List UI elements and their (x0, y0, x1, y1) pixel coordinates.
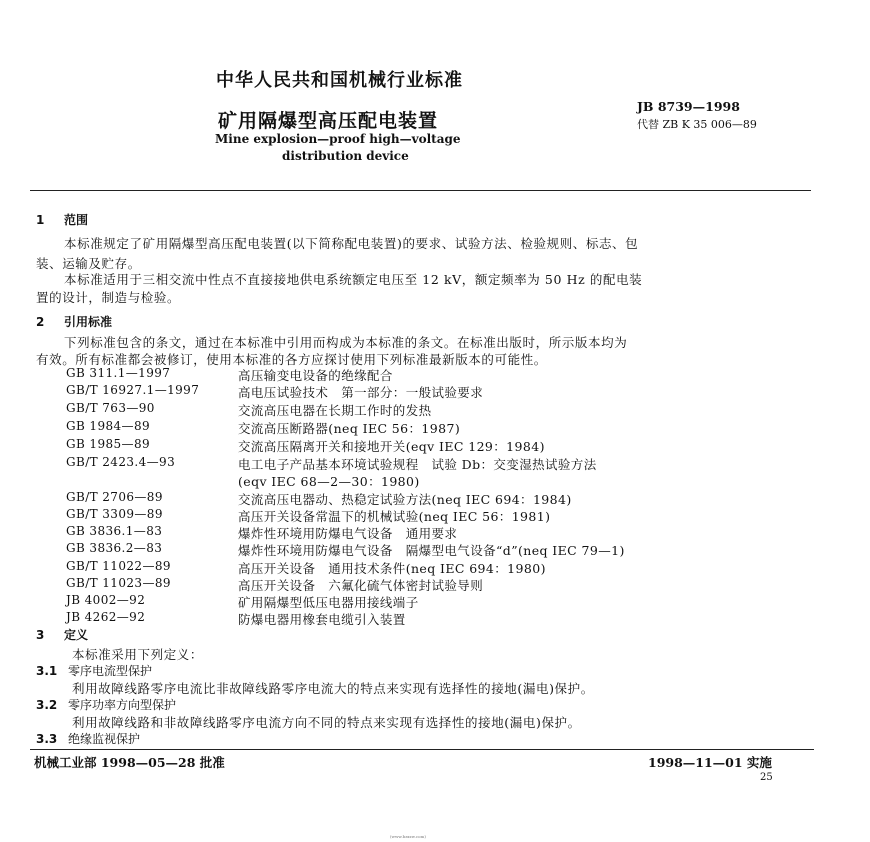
references-intro-line-2: 有效。所有标准都会被修订，使用本标准的各方应探讨使用下列标准最新版本的可能性。 (36, 352, 547, 367)
definition-3-2-heading (36, 696, 176, 713)
section-number: 3 (36, 628, 45, 642)
watermark: (www.bzxzw.com) (390, 834, 426, 839)
approval-date: 机械工业部 1998—05—28 批准 (34, 755, 225, 770)
definition-term: 零序电流型保护 (68, 664, 153, 678)
reference-code: GB/T 2706—89 (66, 490, 163, 504)
reference-title: 爆炸性环境用防爆电气设备 隔爆型电气设备“d”(neq IEC 79—1) (238, 543, 625, 558)
document-title-cn: 矿用隔爆型高压配电装置 (218, 110, 439, 132)
references-intro-line-1: 下列标准包含的条文，通过在本标准中引用而构成为本标准的条文。在标准出版时，所示版本均为 (64, 335, 628, 350)
reference-title: 高电压试验技术 第一部分：一般试验要求 (238, 385, 484, 400)
section-title: 定义 (64, 628, 89, 642)
section-2-heading (36, 313, 112, 330)
section-number: 1 (36, 213, 45, 227)
reference-code: GB 1984—89 (66, 419, 151, 433)
issuing-organization: 中华人民共和国机械行业标准 (216, 70, 463, 91)
reference-code: GB 3836.2—83 (66, 541, 163, 555)
scope-paragraph-1-line-2: 装、运输及贮存。 (36, 256, 141, 271)
reference-title: 高压开关设备 六氟化硫气体密封试验导则 (238, 578, 484, 593)
reference-title: 电工电子产品基本环境试验规程 试验 Db：交变湿热试验方法 (238, 457, 597, 472)
definition-number: 3.3 (36, 732, 58, 746)
definition-number: 3.2 (36, 698, 58, 712)
reference-code: JB 4262—92 (66, 610, 146, 624)
section-title: 引用标准 (64, 315, 113, 329)
reference-title: 交流高压隔离开关和接地开关(eqv IEC 129：1984) (238, 439, 545, 454)
section-3-heading (36, 626, 88, 643)
reference-title: 交流高压电器在长期工作时的发热 (238, 403, 432, 418)
document-title-en-line1: Mine explosion—proof high—voltage (215, 132, 461, 146)
reference-code: GB/T 763—90 (66, 401, 155, 415)
reference-code: GB/T 2423.4—93 (66, 455, 176, 469)
reference-title: (eqv IEC 68—2—30：1980) (238, 474, 420, 489)
reference-title: 交流高压电器动、热稳定试验方法(neq IEC 694：1984) (238, 492, 572, 507)
effective-date: 1998—11—01 实施 (648, 755, 772, 770)
reference-code: GB 1985—89 (66, 437, 151, 451)
reference-title: 防爆电器用橡套电缆引入装置 (238, 612, 406, 627)
reference-code: GB/T 11023—89 (66, 576, 171, 590)
reference-title: 高压开关设备常温下的机械试验(neq IEC 56：1981) (238, 509, 551, 524)
definition-term: 零序功率方向型保护 (68, 698, 177, 712)
reference-title: 爆炸性环境用防爆电气设备 通用要求 (238, 526, 458, 541)
definition-3-1-heading (36, 662, 152, 679)
reference-code: GB 3836.1—83 (66, 524, 163, 538)
definition-term: 绝缘监视保护 (68, 732, 141, 746)
definition-3-2-text: 利用故障线路和非故障线路零序电流方向不同的特点来实现有选择性的接地(漏电)保护。 (72, 715, 581, 730)
standard-number: JB 8739—1998 (637, 99, 740, 114)
reference-title: 高压开关设备 通用技术条件(neq IEC 694：1980) (238, 561, 546, 576)
reference-title: 矿用隔爆型低压电器用接线端子 (238, 595, 419, 610)
section-title: 范围 (64, 213, 89, 227)
reference-code: GB/T 3309—89 (66, 507, 163, 521)
reference-code: GB 311.1—1997 (66, 366, 171, 380)
definitions-intro: 本标准采用下列定义： (72, 647, 204, 662)
reference-title: 交流高压断路器(neq IEC 56：1987) (238, 421, 461, 436)
section-number: 2 (36, 315, 45, 329)
reference-code: GB/T 11022—89 (66, 559, 171, 573)
footer-divider (30, 749, 814, 750)
replaces-standard: 代替 ZB K 35 006—89 (637, 118, 757, 131)
scope-paragraph-1-line-1: 本标准规定了矿用隔爆型高压配电装置(以下简称配电装置)的要求、试验方法、检验规则、标志、包 (64, 236, 639, 251)
section-1-heading (36, 211, 88, 228)
definition-number: 3.1 (36, 664, 58, 678)
page-number: 25 (760, 772, 773, 783)
header-divider (30, 190, 811, 191)
scope-paragraph-2-line-2: 置的设计，制造与检验。 (36, 290, 181, 305)
scope-paragraph-2-line-1: 本标准适用于三相交流中性点不直接接地供电系统额定电压至 12 kV，额定频率为 50 Hz 的配电装 (64, 272, 643, 287)
reference-title: 高压输变电设备的绝缘配合 (238, 368, 393, 383)
definition-3-3-heading (36, 730, 140, 747)
definition-3-1-text: 利用故障线路零序电流比非故障线路零序电流大的特点来实现有选择性的接地(漏电)保护。 (72, 681, 594, 696)
document-title-en-line2: distribution device (282, 149, 409, 163)
reference-code: GB/T 16927.1—1997 (66, 383, 200, 397)
reference-code: JB 4002—92 (66, 593, 146, 607)
